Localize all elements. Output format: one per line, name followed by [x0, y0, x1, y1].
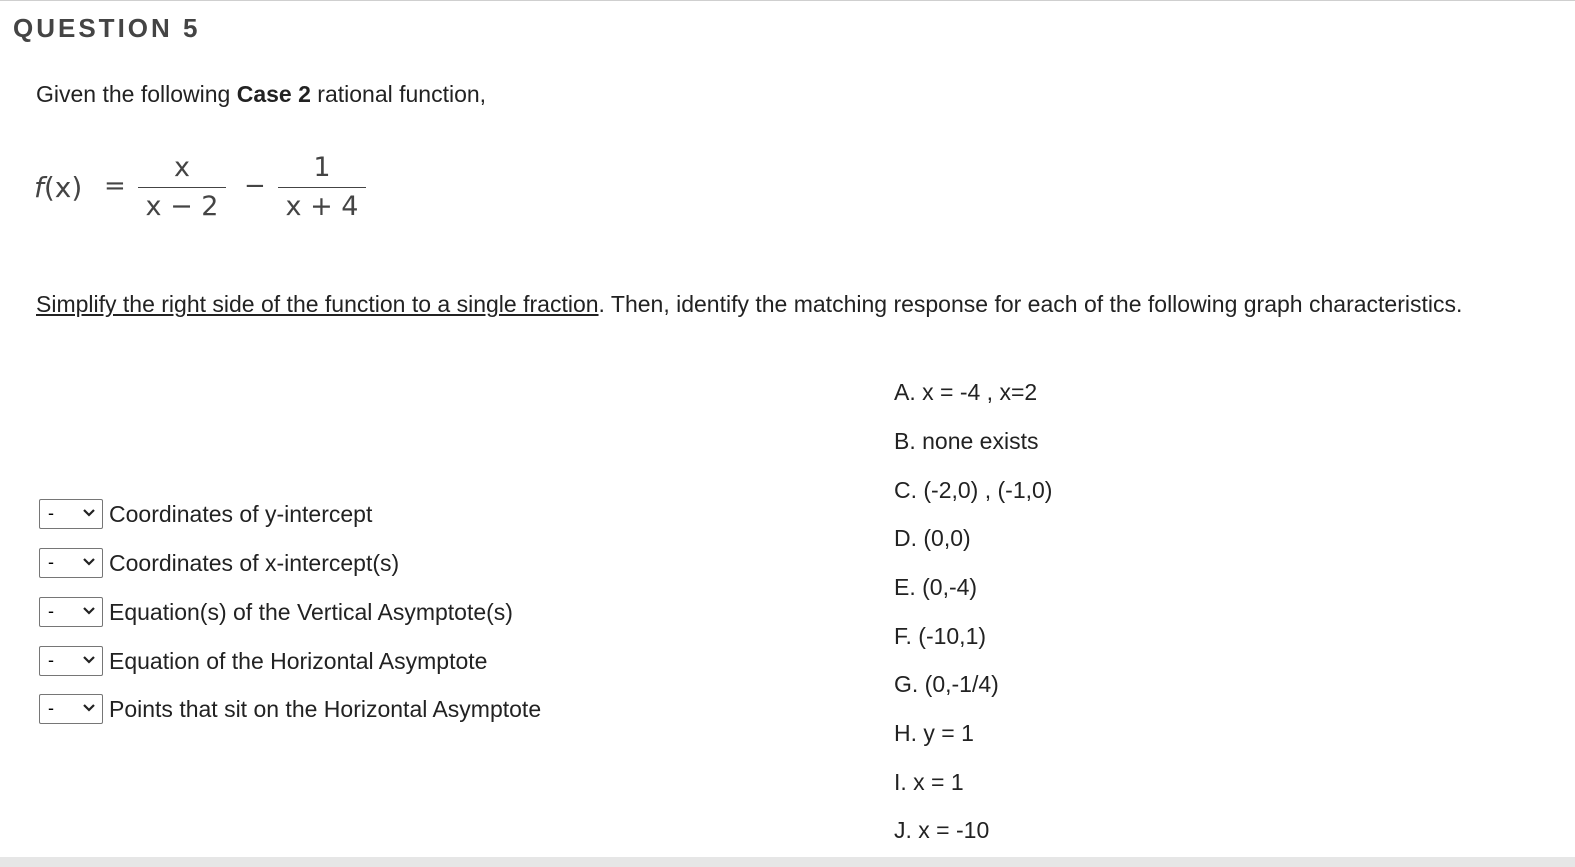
fraction-2-bar: [278, 187, 366, 188]
answer-option-f: F. (-10,1): [894, 623, 987, 649]
match-select-4[interactable]: [39, 646, 103, 676]
match-select-1[interactable]: [39, 499, 103, 529]
fraction-2-numerator: 1: [313, 152, 331, 183]
formula-arg: (x): [43, 171, 83, 204]
bottom-scroll-edge: [0, 857, 1575, 867]
answer-option-a: A. x = -4 , x=2: [894, 379, 1038, 405]
answer-option-h: H. y = 1: [894, 720, 974, 746]
instructions-underlined: Simplify the right side of the function to a single fraction: [36, 291, 599, 317]
fraction-2: [278, 151, 366, 224]
match-label: Coordinates of x-intercept(s): [109, 549, 400, 576]
answer-option-d: D. (0,0): [894, 525, 971, 551]
intro-case-label: Case 2: [236, 81, 311, 107]
formula-lhs: [34, 171, 82, 204]
chevron-down-icon: [82, 655, 96, 665]
formula-equals: =: [104, 171, 126, 201]
intro-text-end: rational function,: [310, 81, 487, 107]
match-label: Equation(s) of the Vertical Asymptote(s): [109, 598, 513, 625]
select-value: -: [48, 552, 54, 572]
answer-option-g: G. (0,-1/4): [894, 671, 999, 697]
match-row-points-on-asymptote: [39, 692, 541, 726]
select-value: -: [48, 503, 54, 523]
fraction-1: [138, 151, 226, 224]
answer-option-e: E. (0,-4): [894, 574, 978, 600]
answer-option-i: I. x = 1: [894, 769, 964, 795]
match-select-2[interactable]: [39, 548, 103, 578]
select-value: -: [48, 650, 54, 670]
chevron-down-icon: [82, 508, 96, 518]
answer-option-b: B. none exists: [894, 428, 1039, 454]
fraction-1-denominator: x − 2: [145, 191, 219, 222]
chevron-down-icon: [82, 703, 96, 713]
chevron-down-icon: [82, 606, 96, 616]
fraction-1-numerator: x: [174, 152, 190, 183]
question-header: QUESTION 5: [13, 13, 201, 43]
fraction-2-denominator: x + 4: [285, 191, 359, 222]
select-value: -: [48, 601, 54, 621]
match-row-y-intercept: [39, 497, 372, 531]
match-row-x-intercepts: [39, 546, 399, 580]
match-select-5[interactable]: [39, 694, 103, 724]
answer-option-c: C. (-2,0) , (-1,0): [894, 477, 1053, 503]
formula-f: f: [34, 171, 44, 204]
match-row-horizontal-asymptote: [39, 644, 487, 678]
instructions-rest: . Then, identify the matching response for each of the following graph characteristics.: [598, 291, 1463, 317]
select-value: -: [48, 698, 54, 718]
answer-option-j: J. x = -10: [894, 817, 990, 843]
intro-text-start: Given the following: [36, 81, 237, 107]
chevron-down-icon: [82, 557, 96, 567]
match-label: Points that sit on the Horizontal Asymptote: [109, 695, 542, 722]
formula-operator: −: [244, 171, 266, 201]
function-formula: [34, 151, 434, 231]
match-label: Equation of the Horizontal Asymptote: [109, 647, 488, 674]
match-row-vertical-asymptote: [39, 595, 513, 629]
match-select-3[interactable]: [39, 597, 103, 627]
question-instructions: [36, 291, 1462, 318]
question-intro: [36, 81, 486, 108]
fraction-1-bar: [138, 187, 226, 188]
match-label: Coordinates of y-intercept: [109, 500, 373, 527]
